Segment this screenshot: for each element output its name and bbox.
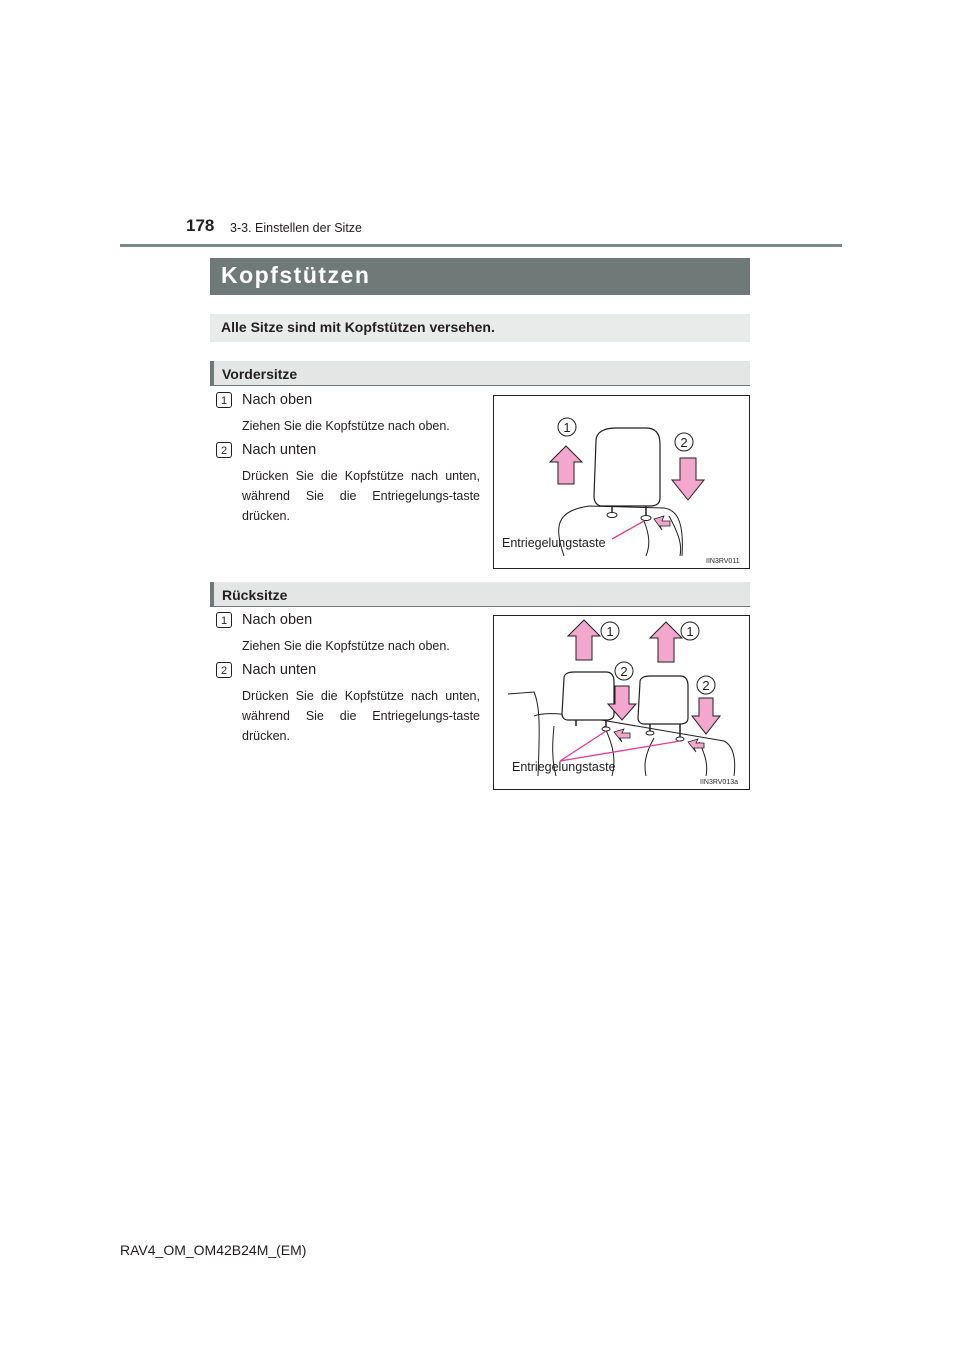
figure-front-headrest xyxy=(493,395,750,569)
section-accent-rear xyxy=(210,582,214,607)
footer-doc-id: RAV4_OM_OM42B24M_(EM) xyxy=(120,1242,307,1258)
figure-rear-headrest xyxy=(493,615,750,790)
page-title: Kopfstützen xyxy=(221,262,371,288)
callout-2: 2 xyxy=(680,435,688,450)
section-breadcrumb: 3-3. Einstellen der Sitze xyxy=(230,221,363,235)
release-button-label: Entriegelungstaste xyxy=(512,760,616,774)
arrow-down-icon xyxy=(692,698,720,734)
step-number-badge: 2 xyxy=(216,662,232,678)
callout-2: 2 xyxy=(620,664,628,679)
pointer-line xyxy=(560,731,606,761)
step-label-up: Nach oben xyxy=(242,612,313,628)
callout-2: 2 xyxy=(702,678,710,693)
pointer-line xyxy=(612,521,644,539)
callout-1: 1 xyxy=(686,624,694,639)
headrest-shape xyxy=(562,672,614,720)
arrow-down-icon xyxy=(672,458,704,500)
step-number-badge: 2 xyxy=(216,442,232,458)
callout-1: 1 xyxy=(606,624,614,639)
step-desc-down: Drücken Sie die Kopfstütze nach unten, während Sie die Entriegelungs-taste drücken. xyxy=(242,469,480,523)
step-number-badge: 1 xyxy=(216,392,232,408)
figure-code: IIN3RV013a xyxy=(700,779,739,786)
step-number-badge: 1 xyxy=(216,612,232,628)
callout-1: 1 xyxy=(563,420,571,435)
step-label-up: Nach oben xyxy=(242,392,313,408)
header-divider xyxy=(120,244,842,247)
section-heading-rear: Rücksitze xyxy=(222,587,288,603)
step-label-down: Nach unten xyxy=(242,442,317,458)
arrow-up-icon xyxy=(568,620,600,660)
pointer-line xyxy=(560,741,680,761)
intro-text: Alle Sitze sind mit Kopfstützen versehen. xyxy=(221,319,495,335)
arrow-up-icon xyxy=(550,446,582,484)
section-heading-front: Vordersitze xyxy=(222,366,298,382)
step-desc-up: Ziehen Sie die Kopfstütze nach oben. xyxy=(242,419,450,433)
figure-code: IIN3RV011 xyxy=(706,558,740,565)
release-button-label: Entriegelungstaste xyxy=(502,536,606,550)
arrow-up-icon xyxy=(650,622,682,662)
section-accent-front xyxy=(210,361,214,386)
page-number: 178 xyxy=(186,216,215,235)
headrest-shape xyxy=(638,676,688,724)
step-desc-down: Drücken Sie die Kopfstütze nach unten, während Sie die Entriegelungs-taste drücken. xyxy=(242,689,480,743)
step-label-down: Nach unten xyxy=(242,662,317,678)
headrest-shape xyxy=(594,428,660,506)
section-bar-rear xyxy=(210,582,750,607)
step-desc-up: Ziehen Sie die Kopfstütze nach oben. xyxy=(242,639,450,653)
